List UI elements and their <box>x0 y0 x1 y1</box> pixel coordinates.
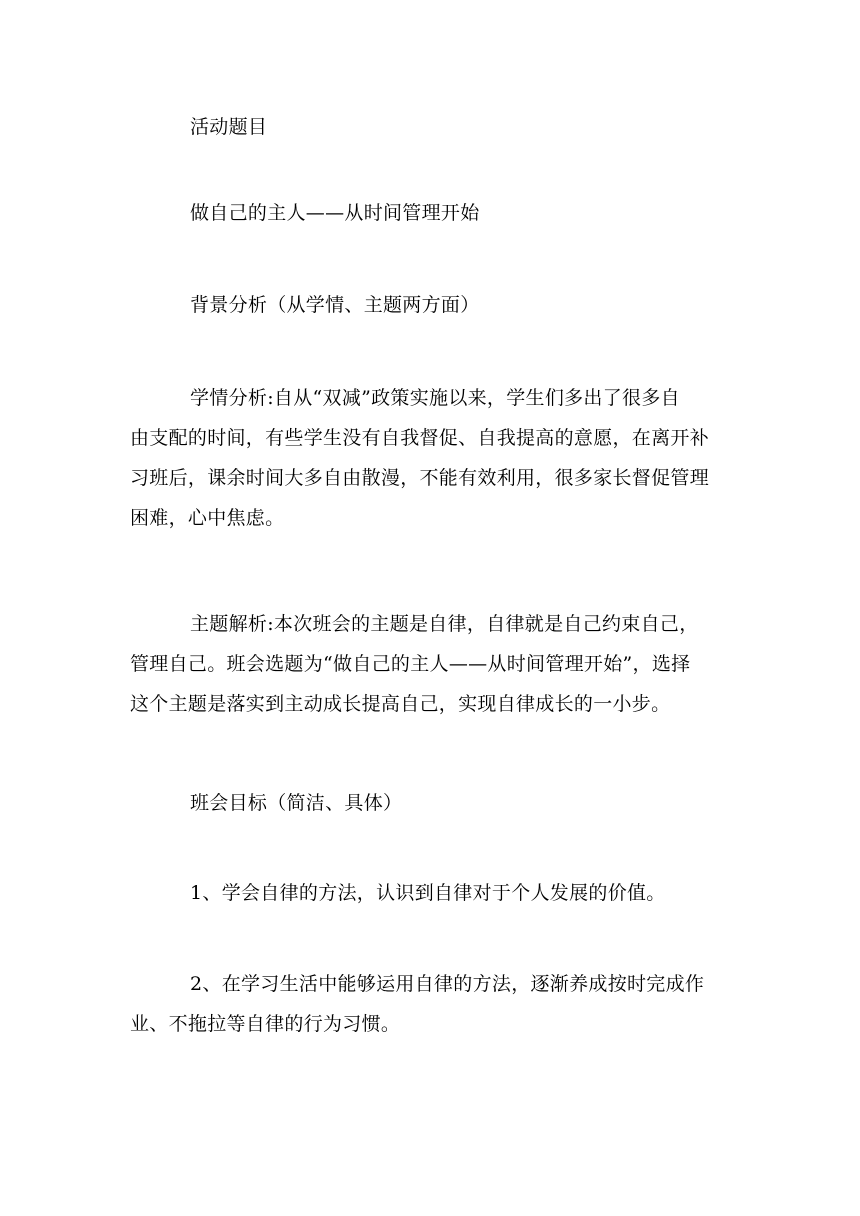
goal-item-2 <box>130 964 740 1044</box>
heading-background-analysis <box>130 285 740 325</box>
goal-item-1 <box>130 873 740 913</box>
heading-class-goals <box>130 783 740 823</box>
text-line: 主题解析:本次班会的主题是自律，自律就是自己约束自己， <box>190 613 699 635</box>
text-line: 1、学会自律的方法，认识到自律对于个人发展的价值。 <box>190 882 666 904</box>
text-line: 习班后，课余时间大多自由散漫，不能有效利用，很多家长督促管理 <box>130 467 710 489</box>
text-line: 活动题目 <box>190 116 268 138</box>
heading-activity-title <box>130 107 740 147</box>
text-line: 由支配的时间，有些学生没有自我督促、自我提高的意愿，在离开补 <box>130 427 710 449</box>
paragraph-student-analysis <box>130 378 740 538</box>
paragraph-theme-analysis <box>130 604 740 724</box>
activity-title-text <box>130 193 740 233</box>
text-line: 困难，心中焦虑。 <box>130 507 285 529</box>
text-line: 学情分析:自从“双减”政策实施以来，学生们多出了很多自 <box>190 387 680 409</box>
text-line: 这个主题是落实到主动成长提高自己，实现自律成长的一小步。 <box>130 693 671 715</box>
text-line: 背景分析（从学情、主题两方面） <box>190 294 480 316</box>
text-line: 班会目标（简洁、具体） <box>190 792 403 814</box>
text-line: 管理自己。班会选题为“做自己的主人——从时间管理开始”，选择 <box>130 653 691 675</box>
text-line: 做自己的主人——从时间管理开始 <box>190 202 480 224</box>
text-line: 业、不拖拉等自律的行为习惯。 <box>130 1013 401 1035</box>
text-line: 2、在学习生活中能够运用自律的方法，逐渐养成按时完成作 <box>190 973 705 995</box>
